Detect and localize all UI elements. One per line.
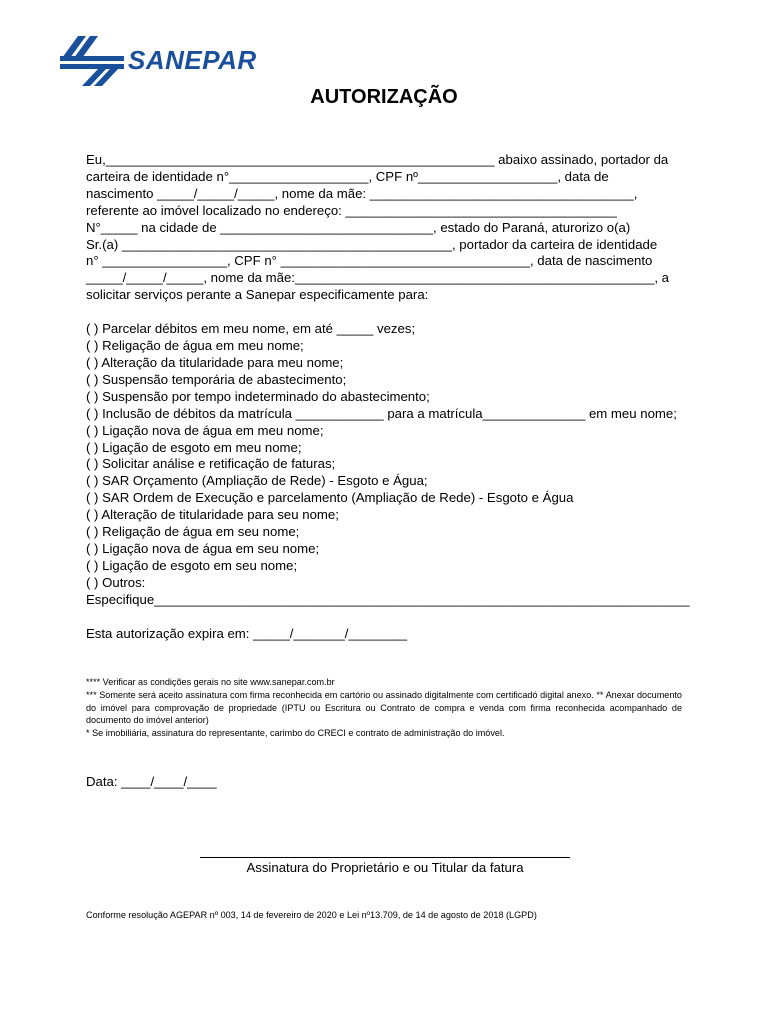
option-item[interactable]: ( ) Solicitar análise e retificação de faturas;	[86, 456, 336, 472]
intro-line: _____/_____/_____, nome da mãe:_________________________________________________, a	[86, 270, 670, 286]
option-item[interactable]: ( ) Suspensão temporária de abastecimento;	[86, 371, 347, 387]
intro-line: n° _________________, CPF n° __________________________________, data de nascimento	[86, 253, 653, 269]
option-item[interactable]: ( ) Religação de água em meu nome;	[86, 338, 304, 354]
option-item[interactable]: ( ) Ligação de esgoto em seu nome;	[86, 557, 298, 573]
intro-line: N°_____ na cidade de _____________________________, estado do Paraná, aturorizo o(a)	[86, 219, 631, 235]
intro-line: Eu,_____________________________________________________ abaixo assinado, portador da	[86, 152, 669, 167]
note-line: **** Verificar as condições gerais no site www.sanepar.com.br	[86, 677, 335, 687]
intro-line: referente ao imóvel localizado no endereço: _____________________________________	[86, 202, 617, 218]
option-item[interactable]: ( ) Ligação nova de água em meu nome;	[86, 422, 324, 438]
intro-line: nascimento _____/_____/_____, nome da mãe: ____________________________________,	[86, 185, 638, 201]
option-item[interactable]: ( ) SAR Orçamento (Ampliação de Rede) - Esgoto e Água;	[86, 473, 428, 489]
date-field[interactable]: Data: ____/____/____	[86, 774, 217, 789]
intro-line: solicitar serviços perante a Sanepar especificamente para:	[86, 287, 429, 303]
option-item[interactable]: ( ) Inclusão de débitos da matrícula ____________ para a matrícula______________ em meu nome;	[86, 405, 677, 421]
sanepar-logo-mark-icon	[60, 36, 128, 86]
option-item[interactable]: ( ) SAR Ordem de Execução e parcelamento (Ampliação de Rede) - Esgoto e Água	[86, 490, 574, 506]
note-line: * Se imobiliária, assinatura do representante, carimbo do CRECI e contrato de administração do imóvel.	[86, 728, 505, 739]
signature-label: Assinatura do Proprietário e ou Titular da fatura	[246, 860, 524, 875]
intro-line: carteira de identidade n°___________________, CPF nº___________________, data de	[86, 168, 609, 184]
legal-footer: Conforme resolução AGEPAR nº 003, 14 de fevereiro de 2020 e Lei nº13.709, de 14 de agosto de 2018 (LGPD)	[86, 910, 537, 920]
option-item[interactable]: ( ) Alteração da titularidade para meu nome;	[86, 354, 344, 370]
option-item[interactable]: ( ) Parcelar débitos em meu nome, em até _____ vezes;	[86, 321, 416, 337]
option-item[interactable]: ( ) Suspensão por tempo indeterminado do abastecimento;	[86, 388, 430, 404]
brand-name: SANEPAR	[128, 45, 257, 75]
option-item[interactable]: ( ) Alteração de titularidade para seu nome;	[86, 507, 339, 523]
page-title: AUTORIZAÇÃO	[310, 86, 458, 108]
expiration-field[interactable]: Esta autorização expira em: _____/_______/________	[86, 626, 408, 641]
specify-field[interactable]: Especifique_________________________________________________________________________	[86, 591, 690, 607]
intro-paragraph	[86, 152, 682, 304]
intro-line: Sr.(a) _____________________________________________, portador da carteira de identidade	[86, 236, 658, 252]
notes-section	[86, 676, 682, 740]
authorization-body	[86, 152, 690, 609]
options-list	[86, 321, 690, 608]
option-item[interactable]: ( ) Outros:	[86, 574, 146, 590]
signature-line[interactable]	[200, 857, 570, 858]
option-item[interactable]: ( ) Ligação nova de água em seu nome;	[86, 540, 320, 556]
option-item[interactable]: ( ) Ligação de esgoto em meu nome;	[86, 439, 302, 455]
option-item[interactable]: ( ) Religação de água em seu nome;	[86, 524, 300, 540]
note-line: *** Somente será aceito assinatura com firma reconhecida em cartório ou assinado digitalmente com certificadó digital anexo. ** Anexar documento do imóvel para comprovação de propriedade (IPTU ou Escritura ou Contrato de compra e venda com firma reconhecida acompanhado de documento do imóvel anterior)	[86, 689, 682, 726]
